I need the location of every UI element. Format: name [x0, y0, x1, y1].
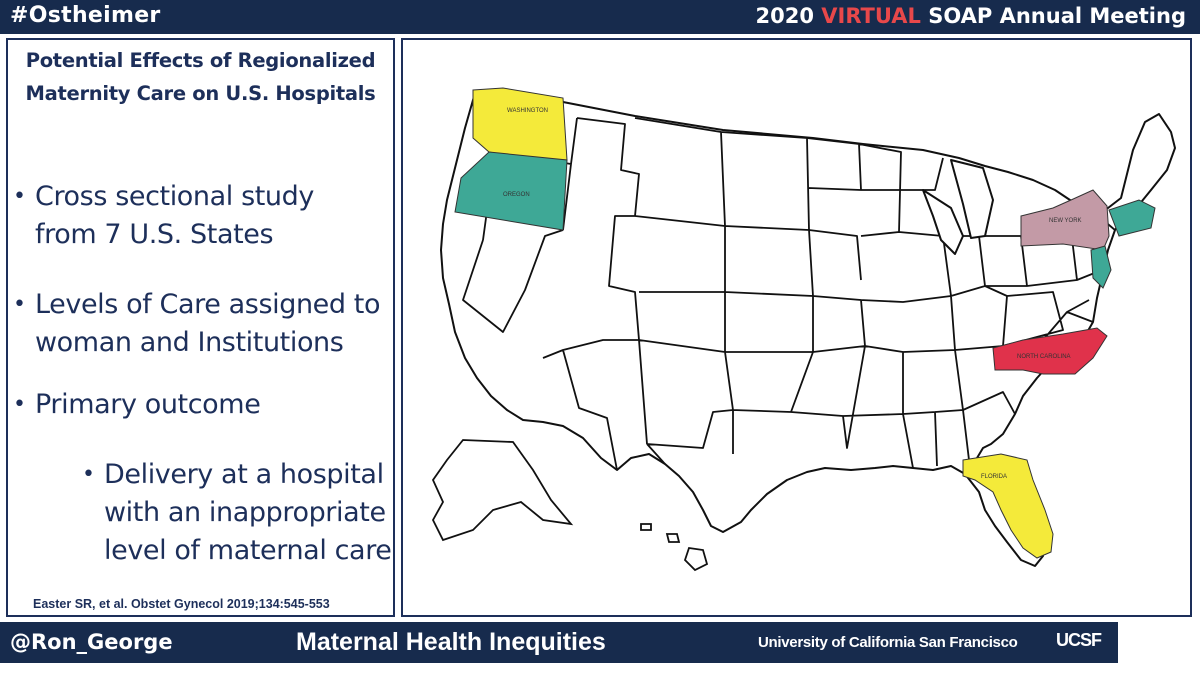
bullet-text: Primary outcome	[35, 389, 261, 420]
bullet-text: woman and Institutions	[35, 327, 344, 358]
meeting-name: SOAP Annual Meeting	[928, 4, 1186, 28]
hawaii-oahu	[641, 524, 651, 530]
meeting-year: 2020	[755, 4, 814, 28]
panel-title-line2: Maternity Care on U.S. Hospitals	[25, 82, 376, 105]
state-washington	[473, 88, 567, 160]
panel-title-line1: Potential Effects of Regionalized	[25, 49, 376, 72]
hawaii-maui	[667, 534, 679, 542]
bullet-dot: •	[13, 392, 26, 417]
sub-bullet-delivery	[82, 456, 394, 570]
bullet-dot: •	[13, 184, 26, 209]
twitter-handle: @Ron_George	[10, 630, 173, 654]
summary-panel	[6, 38, 395, 617]
us-map	[403, 40, 1190, 615]
panel-title	[8, 44, 393, 110]
bullet-dot: •	[82, 462, 95, 487]
meeting-title	[755, 4, 1186, 28]
bullet-levels-of-care	[13, 286, 395, 362]
ucsf-logo: UCSF	[1056, 630, 1101, 650]
label-florida: FLORIDA	[981, 474, 1008, 480]
label-new-york: NEW YORK	[1049, 218, 1082, 224]
hawaii-big-island	[685, 548, 707, 570]
citation: Easter SR, et al. Obstet Gynecol 2019;134:545-553	[33, 597, 330, 611]
label-oregon: OREGON	[503, 192, 530, 198]
topic-title: Maternal Health Inequities	[296, 628, 606, 656]
bullet-text: from 7 U.S. States	[35, 219, 274, 250]
hashtag: #Ostheimer	[10, 3, 161, 28]
alaska	[433, 440, 571, 540]
meeting-virtual: VIRTUAL	[821, 4, 921, 28]
bullet-text: Cross sectional study	[35, 181, 314, 212]
label-washington: WASHINGTON	[507, 108, 549, 114]
bullet-text: with an inappropriate	[104, 497, 386, 528]
bullet-text: level of maternal care	[104, 535, 392, 566]
bullet-text: Levels of Care assigned to	[35, 289, 381, 320]
label-north-carolina: NORTH CAROLINA	[1017, 354, 1071, 360]
bullet-text: Delivery at a hospital	[104, 459, 384, 490]
bottom-banner	[0, 622, 1118, 663]
bullet-dot: •	[13, 292, 26, 317]
university-name: University of California San Francisco	[758, 634, 1018, 651]
bullet-study-design	[13, 178, 375, 254]
bullet-primary-outcome	[13, 386, 375, 424]
top-banner	[0, 0, 1200, 34]
us-map-frame	[401, 38, 1192, 617]
